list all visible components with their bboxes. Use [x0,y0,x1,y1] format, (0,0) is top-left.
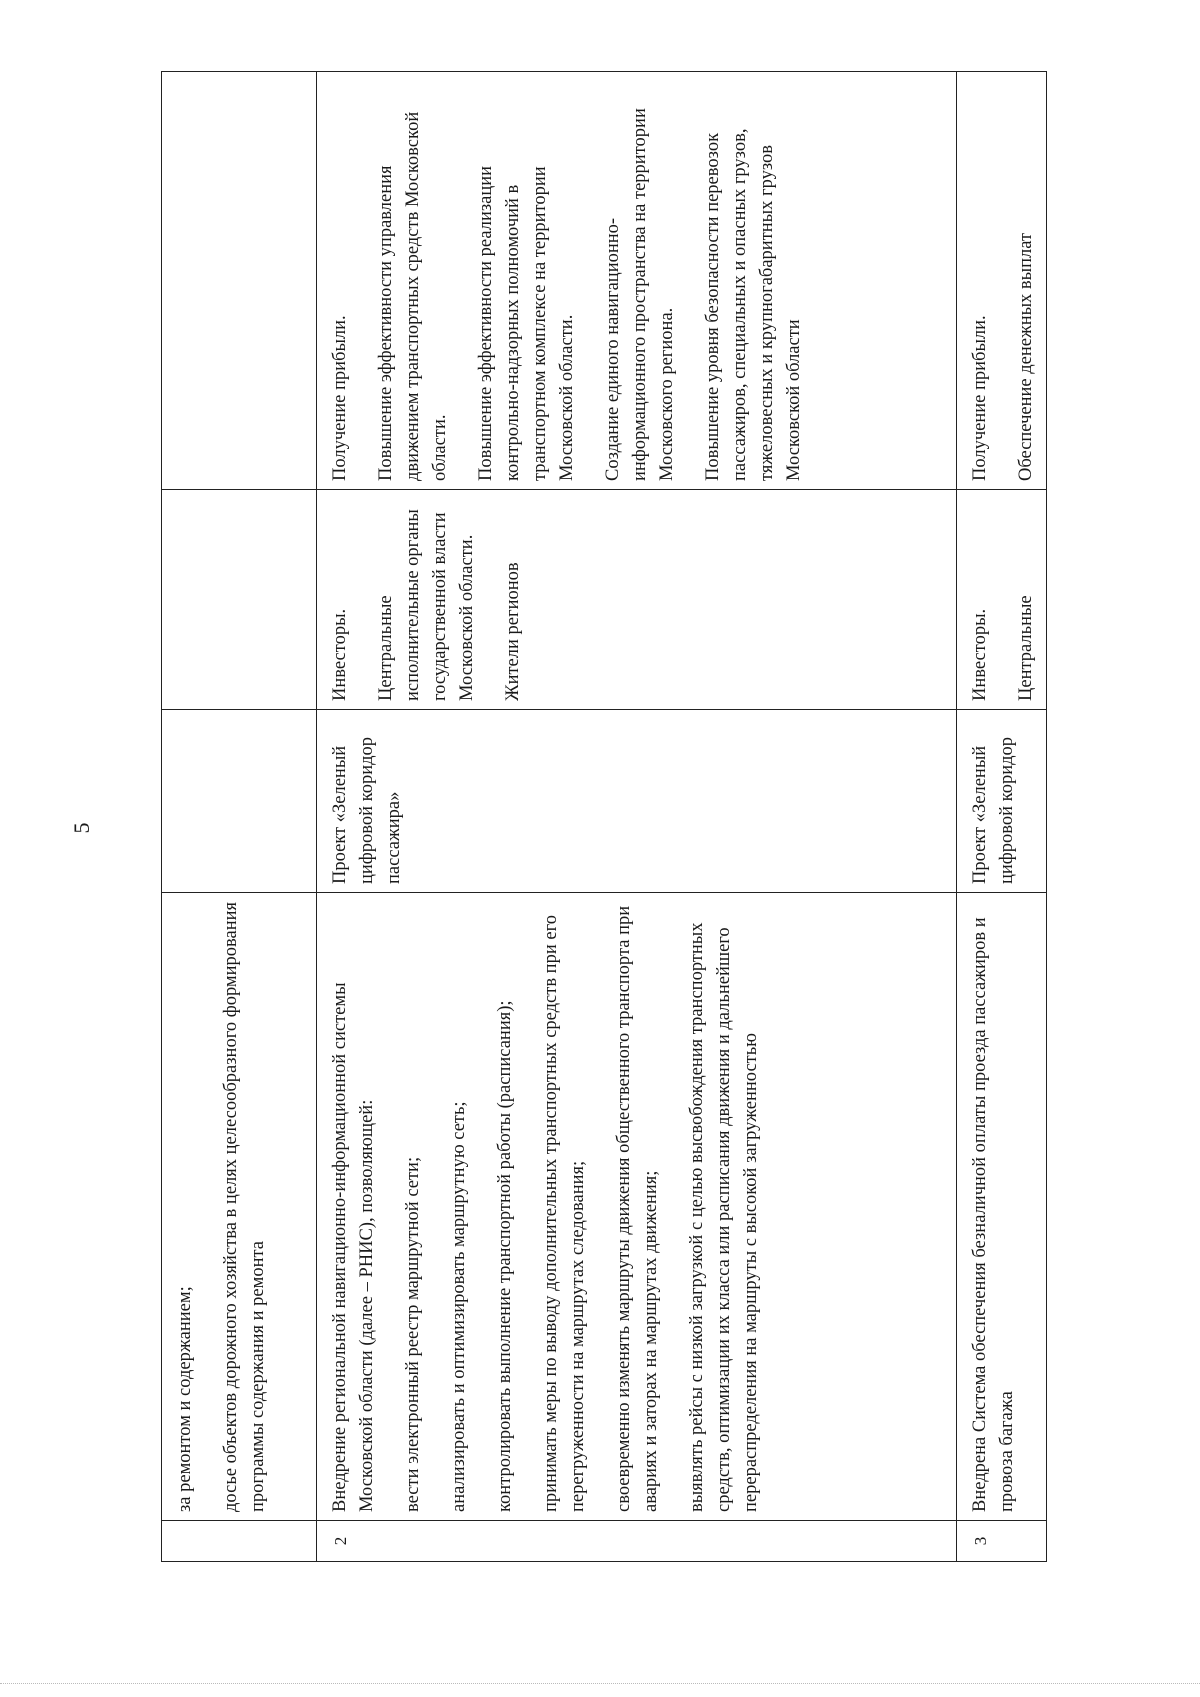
description-cell [162,893,317,1521]
description-paragraph: контролировать выполнение транспортной работы (расписания); [495,1000,515,1512]
description-paragraph: вести электронный реестр маршрутной сети; [403,1156,423,1512]
table-row [317,72,957,1562]
table-row [162,72,317,1562]
description-paragraph: досье объектов дорожного хозяйства в целях целесообразного формирования программы содержания и ремонта [221,901,268,1512]
description-paragraph: своевременно изменять маршруты движения общественного транспорта при авариях и заторах на маршрутах движения; [614,905,661,1512]
description-paragraph: выявлять рейсы с низкой загрузкой с целью высвобождения транспортных средств, оптимизации их класса или расписания движения и дальнейшего перераспределения на маршруты с высокой загруженностью [687,922,761,1512]
row-number-cell: 3 [957,1521,1047,1562]
description-cell [957,893,1047,1521]
scan-edge-line [0,1683,1200,1684]
effects-cell [317,72,957,490]
participants-cell [162,490,317,710]
description-paragraph: анализировать и оптимизировать маршрутную сеть; [449,1101,469,1512]
effect-item: Повышение эффективности управления движением транспортных средств Московской области. [376,111,450,481]
description-cell [317,893,957,1521]
row-number-cell [162,1521,317,1562]
table-row [957,72,1047,1562]
participants-cell [317,490,957,710]
description-paragraph: за ремонтом и содержанием; [175,1286,195,1512]
participant-item: Центральные исполнительные органы государственной власти Московской области. [376,509,477,701]
project-cell: Проект «Зеленый цифровой коридор [957,710,1047,893]
description-paragraph: Внедрена Система обеспечения безналичной оплаты проезда пассажиров и провоза багажа [970,917,1017,1512]
effect-item: Получение прибыли. [970,315,990,481]
row-number-cell: 2 [317,1521,957,1562]
effect-item: Создание единого навигационно-информационного пространства на территории Московского региона. [603,108,677,481]
measures-table [161,71,1047,1562]
effect-item: Получение прибыли. [330,315,350,481]
effect-item: Обеспечение денежных выплат [1016,232,1036,481]
page-number: 5 [69,822,94,834]
project-cell: Проект «Зеленый цифровой коридор пассажира» [317,710,957,893]
description-paragraph: принимать меры по выводу дополнительных транспортных средств при его перегруженности на маршрутах следования; [541,915,588,1512]
participants-cell [957,490,1047,710]
description-paragraph: Внедрение региональной навигационно-информационной системы Московской области (далее – РНИС), позволяющей: [330,982,377,1512]
rotated-table-container [161,72,1036,1562]
participant-item: Инвесторы. [970,608,990,701]
effects-cell [162,72,317,490]
effect-item: Повышение эффективности реализации контрольно-надзорных полномочий в транспортном комплексе на территории Московской области. [476,165,577,481]
participant-item: Инвесторы. [330,608,350,701]
effects-cell [957,72,1047,490]
participant-item: Центральные [1016,595,1036,701]
participant-item: Жители регионов [503,562,523,701]
project-cell [162,710,317,893]
effect-item: Повышение уровня безопасности перевозок пассажиров, специальных и опасных грузов, тяжеловесных и крупногабаритных грузов Московской области [703,128,804,481]
